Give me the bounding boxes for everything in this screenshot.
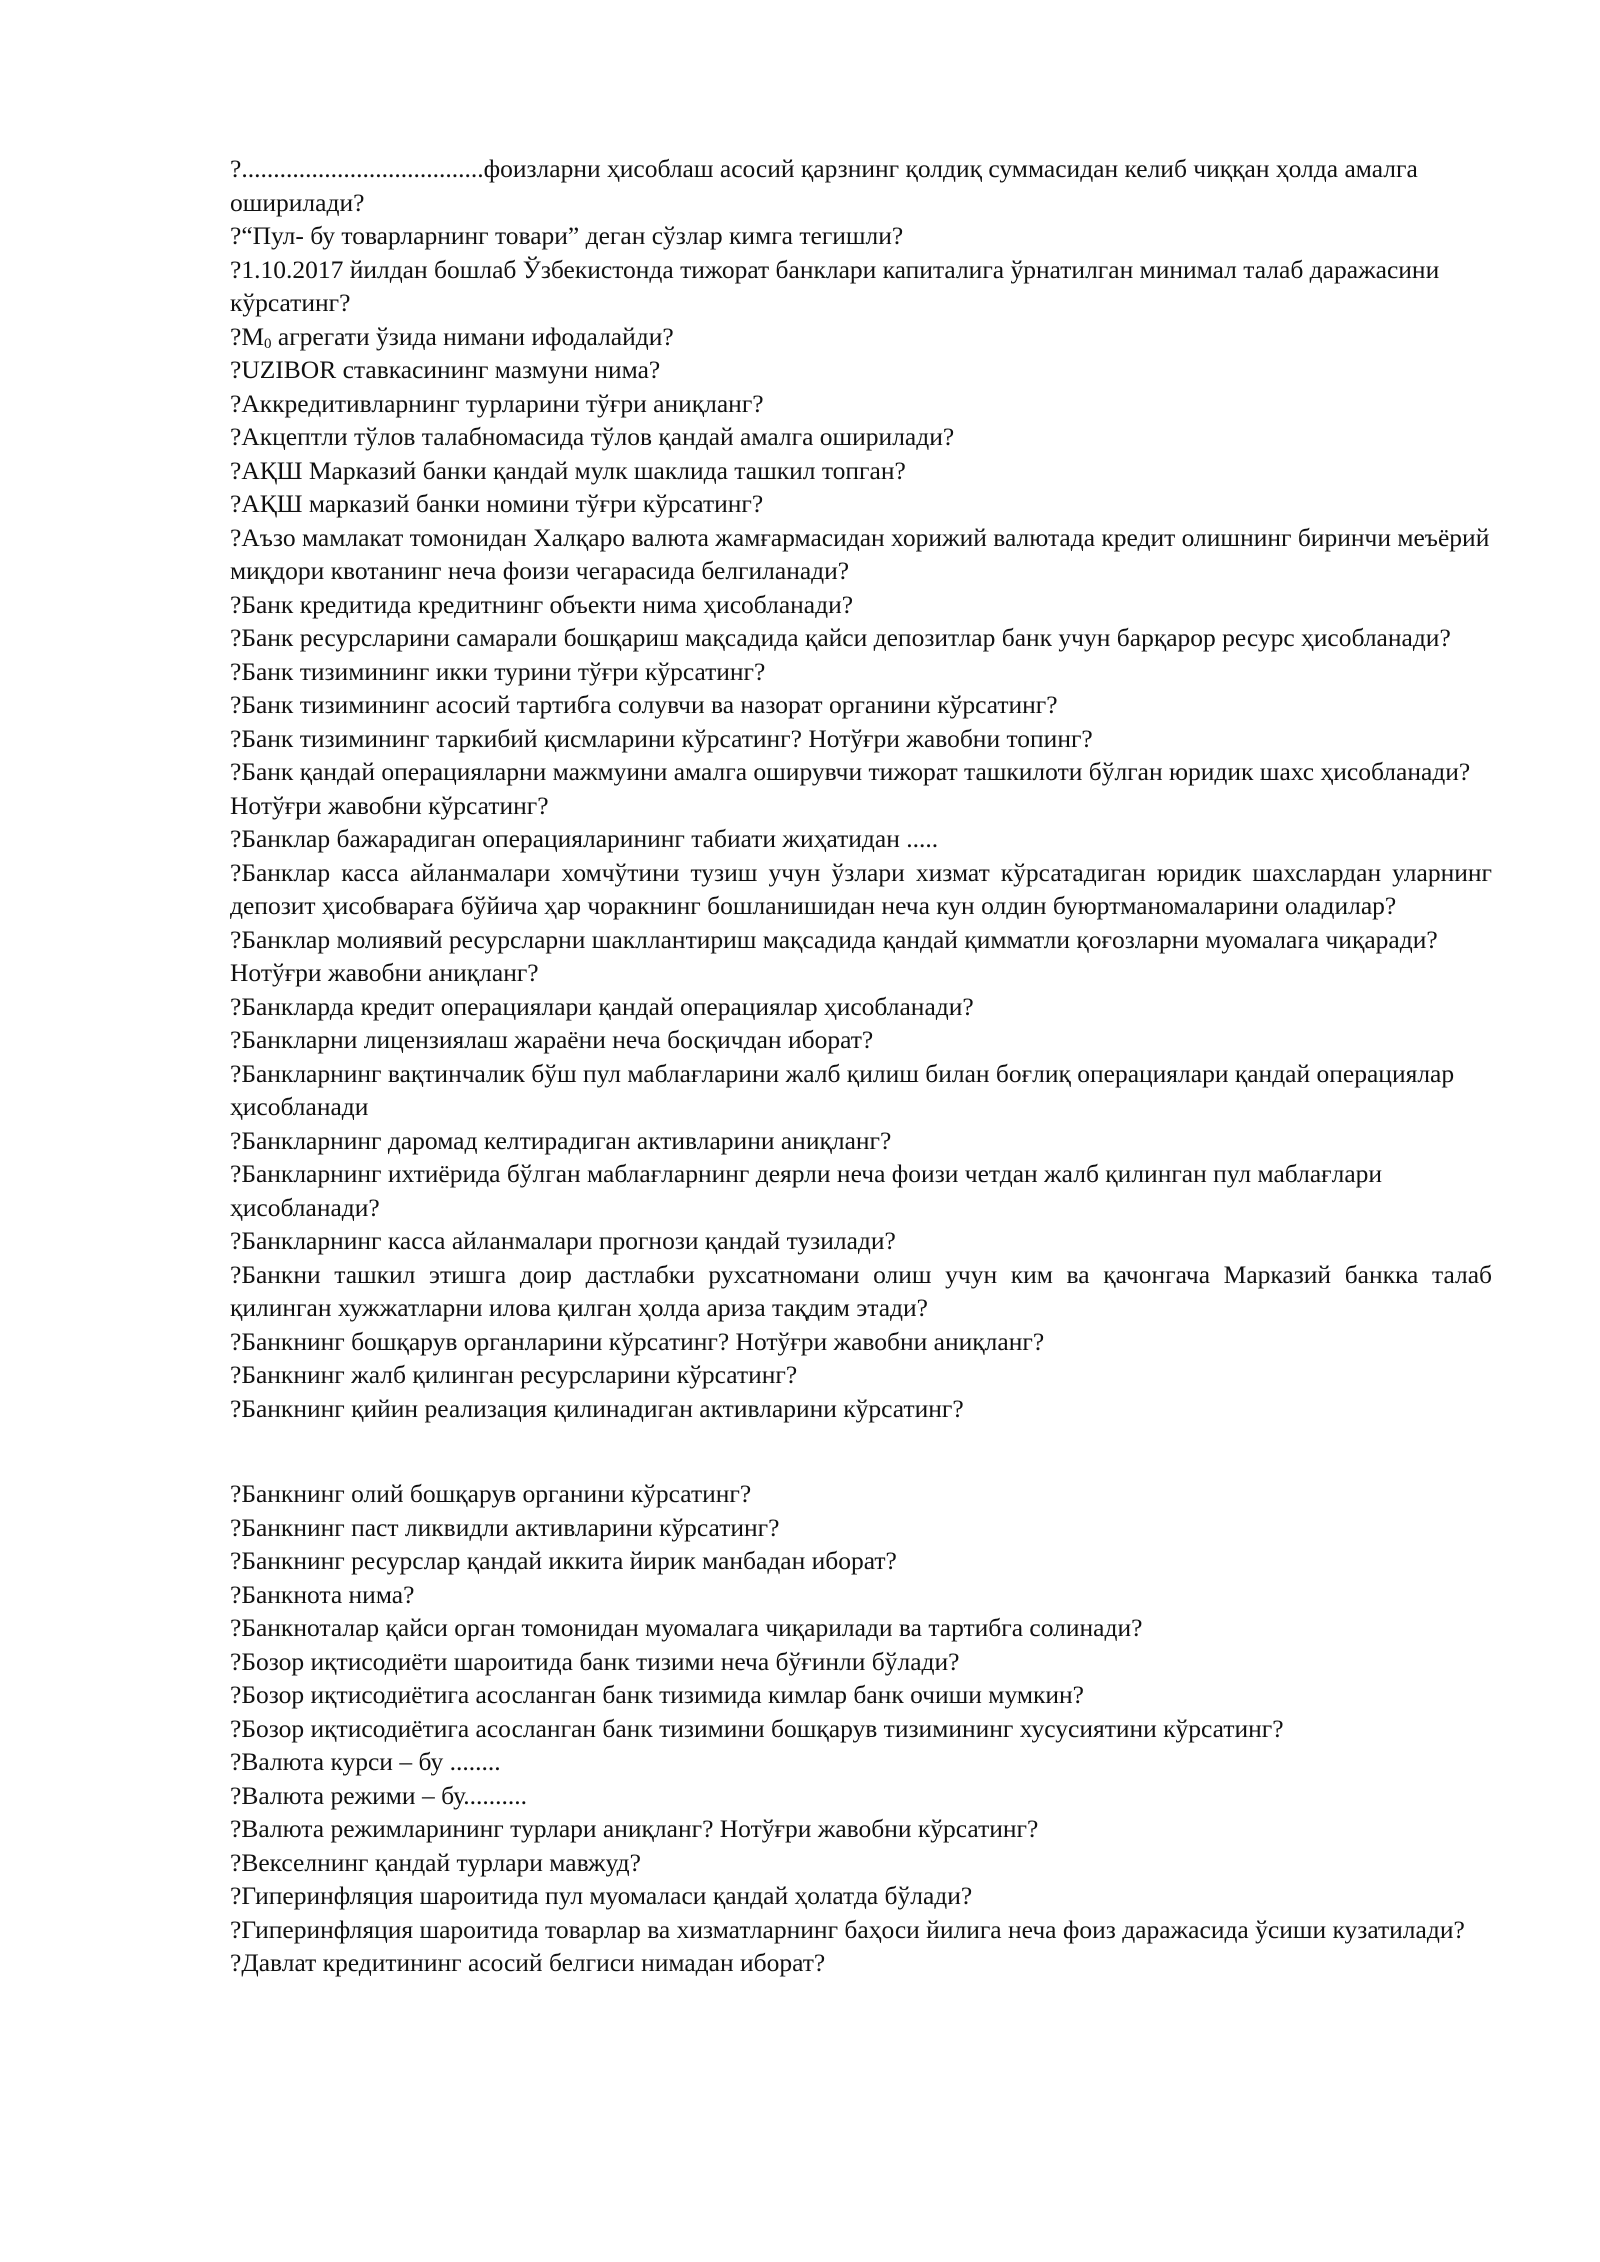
question-29: ?Банкнинг қийин реализация қилинадиган активларини кўрсатинг? bbox=[230, 1393, 964, 1423]
question-35: ?Бозор иқтисодиёти шароитида банк тизими неча бўғинли бўлади? bbox=[230, 1646, 960, 1676]
question-31: ?Банкнинг паст ликвидли активларини кўрсатинг? bbox=[230, 1512, 780, 1542]
question-32: ?Банкнинг ресурслар қандай иккита йирик манбадан иборат? bbox=[230, 1546, 897, 1575]
question-8: ?АҚШ Марказий банки қандай мулк шаклида ташкил топган? bbox=[230, 455, 906, 485]
question-14: ?Банк тизимининг асосий тартибга солувчи ва назорат органини кўрсатинг? bbox=[230, 690, 1058, 719]
question-33: ?Банкнота нима? bbox=[230, 1579, 415, 1609]
question-16: ?Банк қандай операцияларни мажмуини амалга оширувчи тижорат ташкилоти бўлган юридик шахс ҳисобланади? Нотўғри жавобни кўрсатинг? bbox=[230, 757, 1471, 820]
question-34: ?Банкноталар қайси орган томонидан муомалага чиқарилади ва тартибга солинади? bbox=[230, 1613, 1143, 1642]
question-12: ?Банк ресурсларини самарали бошқариш мақсадида қайси депозитлар банк учун барқарор ресурс ҳисобланади? bbox=[230, 623, 1451, 652]
question-10: ?Аъзо мамлакат томонидан Халқаро валюта жамғармасидан хорижий валютада кредит олишнинг биринчи меъёрий миқдори квотанинг неча фоизи чегарасида белгиланади? bbox=[230, 522, 1490, 585]
aggregate-subscript: 0 bbox=[264, 335, 272, 352]
question-4 bbox=[230, 320, 1492, 354]
question-20: ?Банкларда кредит операциялари қандай операциялар ҳисобланади? bbox=[230, 991, 974, 1021]
question-42: ?Гиперинфляция шароитида пул муомаласи қандай ҳолатда бўлади? bbox=[230, 1881, 973, 1910]
question-24: ?Банкларнинг ихтиёрида бўлган маблағларнинг деярли неча фоизи четдан жалб қилинган пул маблағлари ҳисобланади? bbox=[230, 1159, 1383, 1222]
question-6: ?Аккредитивларнинг турларини тўғри аниқланг? bbox=[230, 388, 764, 418]
question-15: ?Банк тизимининг таркибий қисмларини кўрсатинг? Нотўғри жавобни топинг? bbox=[230, 723, 1093, 753]
question-23: ?Банкларнинг даромад келтирадиган активларини аниқланг? bbox=[230, 1125, 892, 1155]
paragraph-gap bbox=[230, 1425, 1492, 1477]
question-37: ?Бозор иқтисодиётига асосланган банк тизимини бошқарув тизимининг хусусиятини кўрсатинг? bbox=[230, 1713, 1284, 1743]
question-36: ?Бозор иқтисодиётига асосланган банк тизимида кимлар банк очиши мумкин? bbox=[230, 1680, 1084, 1709]
question-11: ?Банк кредитида кредитнинг объекти нима ҳисобланади? bbox=[230, 589, 854, 619]
question-1: ?......................................фоизларни ҳисоблаш асосий қарзнинг қолдиқ суммасидан келиб чиққан ҳолда амалга оширилади? bbox=[230, 154, 1418, 217]
question-19: ?Банклар молиявий ресурсларни шакллантириш мақсадида қандай қимматли қоғозларни муомалага чиқаради? Нотўғри жавобни аниқланг? bbox=[230, 924, 1438, 987]
question-26: ?Банкни ташкил этишга доир дастлабки рухсатномани олиш учун ким ва қачонгача Марказий банкка талаб қилинган хужжатларни илова қилган ҳолда ариза тақдим этади? bbox=[230, 1259, 1492, 1322]
question-21: ?Банкларни лицензиялаш жараёни неча босқичдан иборат? bbox=[230, 1025, 874, 1054]
question-18: ?Банклар касса айланмалари хомчўтини тузиш учун ўзлари хизмат кўрсатадиган юридик шахслардан уларнинг депозит ҳисобвараға бўйича ҳар чоракнинг бошланишидан неча кун олдин буюртманомаларини оладилар? bbox=[230, 857, 1492, 920]
question-39: ?Валюта режими – бу.......... bbox=[230, 1780, 528, 1810]
question-2: ?“Пул- бу товарларнинг товари” деган сўзлар кимга тегишли? bbox=[230, 221, 904, 250]
question-43: ?Гиперинфляция шароитида товарлар ва хизматларнинг баҳоси йилига неча фоиз даражасида ўсиши кузатилади? bbox=[230, 1914, 1465, 1944]
question-7: ?Акцептли тўлов талабномасида тўлов қандай амалга оширилади? bbox=[230, 422, 955, 451]
question-22: ?Банкларнинг вақтинчалик бўш пул маблағларини жалб қилиш билан боғлиқ операциялари қандай операциялар ҳисобланади bbox=[230, 1058, 1455, 1121]
document-page bbox=[230, 152, 1492, 1980]
question-17: ?Банклар бажарадиган операцияларининг табиати жиҳатидан ..... bbox=[230, 824, 939, 853]
question-40: ?Валюта режимларининг турлари аниқланг? Нотўғри жавобни кўрсатинг? bbox=[230, 1814, 1039, 1843]
question-25: ?Банкларнинг касса айланмалари прогнози қандай тузилади? bbox=[230, 1226, 896, 1255]
question-13: ?Банк тизимининг икки турини тўғри кўрсатинг? bbox=[230, 656, 766, 686]
question-41: ?Векселнинг қандай турлари мавжуд? bbox=[230, 1847, 641, 1877]
question-38: ?Валюта курси – бу ........ bbox=[230, 1747, 501, 1776]
question-5: ?UZIBOR ставкасининг мазмуни нима? bbox=[230, 355, 661, 384]
question-4-text: агрегати ўзида нимани ифодалайди? bbox=[271, 321, 674, 351]
aggregate-symbol: ?M bbox=[230, 321, 264, 351]
question-44: ?Давлат кредитининг асосий белгиси нимадан иборат? bbox=[230, 1948, 826, 1977]
question-3: ?1.10.2017 йилдан бошлаб Ўзбекистонда тижорат банклари капиталига ўрнатилган минимал талаб даражасини кўрсатинг? bbox=[230, 254, 1440, 317]
question-28: ?Банкнинг жалб қилинган ресурсларини кўрсатинг? bbox=[230, 1360, 798, 1389]
question-9: ?АҚШ марказий банки номини тўғри кўрсатинг? bbox=[230, 489, 764, 518]
question-30: ?Банкнинг олий бошқарув органини кўрсатинг? bbox=[230, 1479, 752, 1508]
question-27: ?Банкнинг бошқарув органларини кўрсатинг? Нотўғри жавобни аниқланг? bbox=[230, 1326, 1045, 1356]
